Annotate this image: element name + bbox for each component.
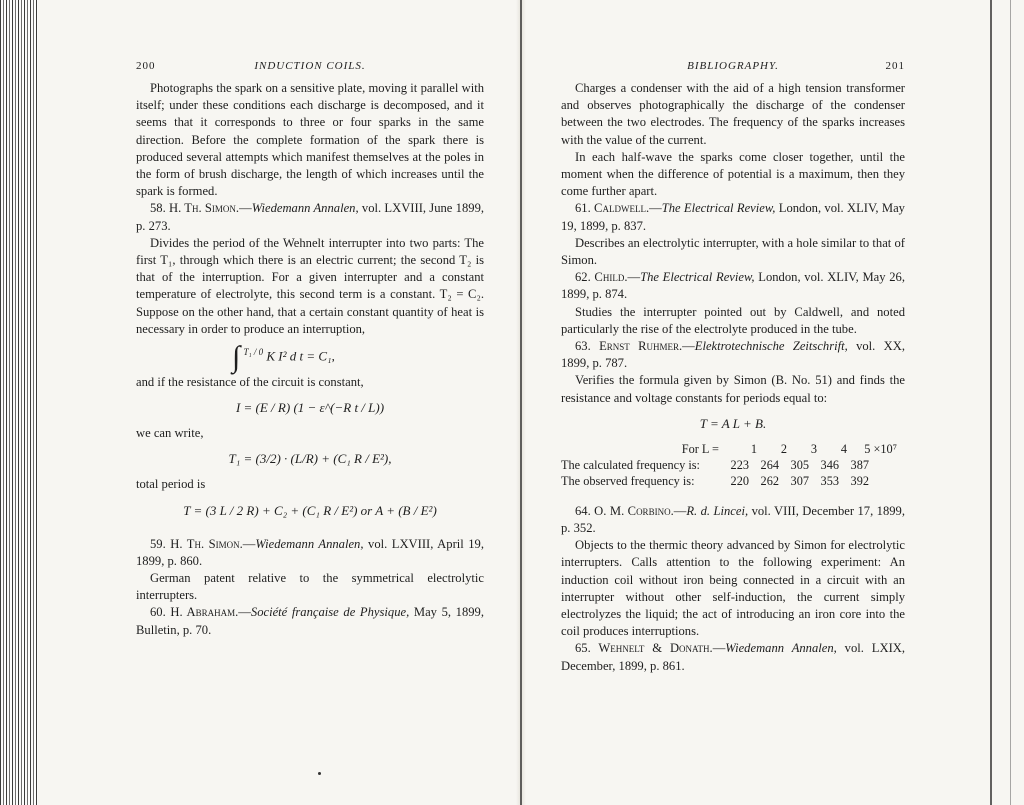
table-cell: 387: [850, 457, 869, 472]
bibliography-entry-62: [561, 269, 905, 303]
page-number: 200: [136, 60, 156, 72]
table-row: [561, 473, 905, 489]
frequency-table: [561, 441, 905, 489]
bibliography-entry-58: [136, 200, 484, 234]
running-head-left: [136, 58, 484, 80]
entry-journal: Wiedemann Annalen,: [725, 641, 837, 656]
table-cell: 353: [820, 473, 839, 488]
entry-author: 58. H. Th. Simon.—: [150, 201, 252, 216]
paragraph: German patent relative to the symmetrical electrolytic interrupters.: [136, 571, 484, 603]
entry-author: 65. Wehnelt & Donath.—: [575, 641, 726, 656]
entry-journal: The Electrical Review,: [661, 201, 776, 216]
paragraph: Objects to the thermic theory advanced by Simon for electrolytic interrupters. Calls attention to the following experiment: An induction coil without iron being connected in a circuit with an interrupter without other self-induction, the current simply electrolyzes the liquid; the act of introducing an iron core into the coil produces interruptions.: [561, 538, 905, 639]
formula-t-equals-al-plus-b: T = A L + B.: [699, 415, 767, 431]
entry-journal: The Electrical Review,: [640, 270, 755, 285]
bibliography-entry-59: [136, 536, 484, 570]
table-header-cell: 5 ×10⁷: [864, 441, 897, 456]
entry-details: May 5, 1899, Bulletin, p. 70.: [136, 605, 484, 637]
table-header-row: [561, 441, 905, 457]
paragraph: Studies the interrupter pointed out by Caldwell, and noted particularly the rise of the electrolyte produced in the tube.: [561, 304, 905, 336]
table-cell: 346: [820, 457, 839, 472]
paragraph: Describes an electrolytic interrupter, with a hole similar to that of Simon.: [561, 235, 905, 268]
entry-details: vol. LXVIII, June 1899, p. 273.: [136, 201, 485, 233]
paragraph: Charges a condenser with the aid of a high tension transformer and observes photographically the discharge of the condenser between the two electrodes. The frequency of the sparks increases with the value of the current.: [561, 81, 905, 147]
entry-journal: Elektrotechnische Zeitschrift,: [694, 339, 848, 354]
page-edge-line: [990, 0, 992, 805]
period-equation: T₁ = (3/2) · (L/R) + (C₁ R / E²),: [228, 451, 392, 467]
page-edge-line-outer: [1010, 0, 1011, 805]
entry-journal: Wiedemann Annalen,: [255, 536, 364, 551]
table-header-cell: 4: [840, 441, 847, 456]
bibliography-entry-63: [561, 338, 905, 372]
paragraph: total period is: [136, 477, 206, 492]
running-title: BIBLIOGRAPHY.: [687, 60, 779, 72]
table-cell: 392: [850, 473, 869, 488]
paragraph: Photographs the spark on a sensitive plate, moving it parallel with itself; under these conditions each discharge is decomposed, and it seems that it corresponds to three or four sparks in the same direction. Before the complete formation of the spark there is produced several attempts which manifest themselves at the poles in the form of brush discharge, the length of which increases until the spark is formed.: [136, 81, 484, 199]
entry-journal: Wiedemann Annalen,: [251, 201, 359, 216]
table-cell: 262: [760, 473, 779, 488]
right-page: [561, 58, 905, 675]
entry-details: vol. VIII, December 17, 1899, p. 352.: [561, 503, 906, 536]
left-page: [136, 58, 484, 639]
table-cell: 223: [730, 457, 749, 472]
entry-details: vol. LXVIII, April 19, 1899, p. 860.: [136, 536, 485, 568]
entry-author: 61. Caldwell.—: [575, 201, 662, 216]
entry-details: vol. XX, 1899, p. 787.: [561, 339, 905, 371]
table-cell: 264: [760, 457, 779, 472]
paragraph: Verifies the formula given by Simon (B. No. 51) and finds the resistance and voltage constants for periods equal to:: [561, 373, 905, 405]
integral-body: K I² d t = C₁,: [266, 348, 335, 364]
table-header-label: For L =: [681, 441, 719, 456]
running-title: INDUCTION COILS.: [254, 60, 366, 72]
bibliography-entry-60: [136, 604, 484, 638]
table-header-cell: 1: [750, 441, 757, 456]
integral-limits: T₁ / 0: [243, 347, 264, 358]
entry-details: London, vol. XLIV, May 19, 1899, p. 837.: [561, 201, 905, 233]
entry-author: 62. Child.—: [575, 270, 641, 285]
row-label: The calculated frequency is:: [561, 457, 700, 472]
total-period-equation: T = (3 L / 2 R) + C₂ + (C₁ R / E²) or A + (B / E²): [183, 502, 437, 518]
speck: [318, 772, 321, 775]
book-edge-scan-artifact: [0, 0, 38, 805]
entry-journal: R. d. Lincei,: [686, 503, 749, 518]
gutter-line: [520, 0, 522, 805]
paragraph: In each half-wave the sparks come closer together, until the moment when the difference of potential is a maximum, then they come further apart.: [561, 149, 905, 199]
table-header-cell: 3: [810, 441, 817, 456]
table-cell: 305: [790, 457, 809, 472]
row-label: The observed frequency is:: [561, 473, 695, 488]
page-number: 201: [885, 60, 905, 72]
entry-author: 63. Ernst Ruhmer.—: [575, 339, 695, 354]
integral-equation: [232, 340, 484, 374]
bibliography-entry-61: [561, 200, 905, 234]
paragraph: and if the resistance of the circuit is constant,: [136, 374, 364, 389]
bibliography-entry-64: [561, 503, 905, 537]
entry-author: 64. O. M. Corbino.—: [575, 503, 687, 518]
table-cell: 220: [730, 473, 749, 488]
bibliography-entry-65: [561, 640, 905, 674]
entry-details: vol. LXIX, December, 1899, p. 861.: [561, 641, 906, 673]
running-head-right: [561, 58, 905, 80]
integral-sign: ∫: [232, 340, 241, 374]
table-row: [561, 457, 905, 473]
table-header-cell: 2: [780, 441, 787, 456]
entry-details: London, vol. XLIV, May 26, 1899, p. 874.: [561, 270, 905, 302]
paragraph: we can write,: [136, 426, 204, 441]
entry-author: 60. H. Abraham.—: [150, 605, 251, 620]
entry-author: 59. H. Th. Simon.—: [150, 536, 256, 551]
paragraph: Divides the period of the Wehnelt interrupter into two parts: The first T₁, through which there is an electric current; the second T₂ is that of the interruption. For a given interrupter and a constant temperature of electrolyte, this second term is a constant. T₂ = C₂. Suppose on the other hand, that a certain constant quantity of heat is necessary in order to produce an interruption,: [136, 235, 484, 336]
table-cell: 307: [790, 473, 809, 488]
current-equation: I = (E / R) (1 − ε^(−R t / L)): [235, 400, 385, 416]
entry-journal: Société française de Physique,: [250, 605, 410, 620]
